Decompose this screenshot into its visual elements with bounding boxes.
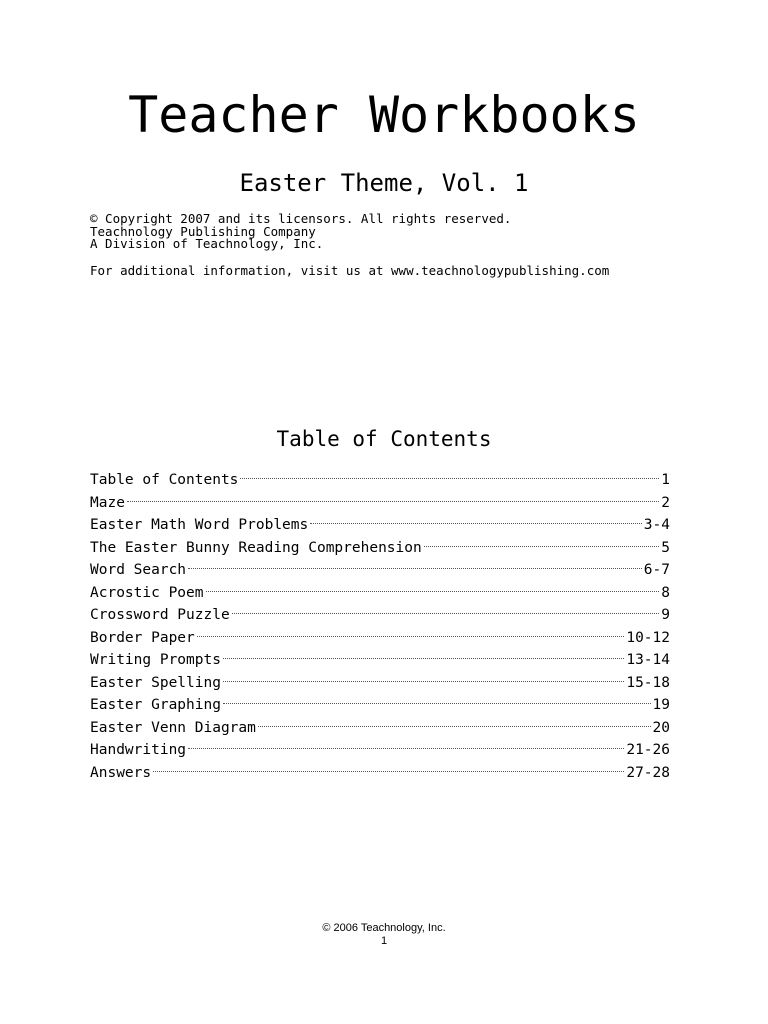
toc-entry-page: 3-4 bbox=[643, 517, 670, 533]
table-of-contents bbox=[90, 469, 670, 784]
copyright-line: © Copyright 2007 and its licensors. All rights reserved. bbox=[90, 211, 512, 226]
toc-entry-page: 6-7 bbox=[643, 562, 670, 578]
toc-entry bbox=[90, 492, 670, 515]
toc-entry-label: Easter Venn Diagram bbox=[90, 719, 256, 736]
toc-leader-dots bbox=[232, 613, 660, 614]
toc-entry-label: Easter Graphing bbox=[90, 697, 221, 713]
toc-entry-page: 20 bbox=[652, 719, 670, 736]
toc-leader-dots bbox=[310, 523, 642, 524]
toc-entry bbox=[90, 604, 670, 627]
toc-leader-dots bbox=[188, 568, 642, 569]
toc-entry bbox=[90, 469, 670, 492]
toc-leader-dots bbox=[197, 636, 625, 637]
toc-leader-dots bbox=[258, 726, 651, 727]
toc-entry bbox=[90, 739, 670, 762]
toc-leader-dots bbox=[127, 501, 659, 502]
toc-entry-label: Border Paper bbox=[90, 629, 195, 646]
footer-copyright: © 2006 Teachnology, Inc. bbox=[322, 922, 446, 934]
toc-entry-label: Maze bbox=[90, 494, 125, 511]
division-line: A Division of Teachnology, Inc. bbox=[90, 236, 324, 251]
toc-entry-page: 2 bbox=[661, 494, 670, 511]
toc-entry bbox=[90, 762, 670, 785]
footer-page-number: 1 bbox=[380, 935, 388, 947]
toc-entry-label: The Easter Bunny Reading Comprehension bbox=[90, 539, 422, 556]
toc-entry bbox=[90, 649, 670, 672]
page-footer bbox=[0, 922, 768, 948]
toc-entry bbox=[90, 694, 670, 717]
publisher-line: Teachnology Publishing Company bbox=[90, 223, 316, 239]
toc-entry bbox=[90, 627, 670, 650]
toc-entry-label: Word Search bbox=[90, 562, 187, 578]
toc-entry-page: 15-18 bbox=[626, 674, 670, 691]
toc-entry bbox=[90, 717, 670, 740]
toc-leader-dots bbox=[223, 658, 624, 659]
toc-entry-label: Table of Contents bbox=[90, 472, 239, 488]
toc-entry-page: 5 bbox=[661, 539, 670, 556]
toc-entry bbox=[90, 559, 670, 582]
toc-entry-page: 21-26 bbox=[626, 742, 670, 758]
toc-entry-page: 27-28 bbox=[626, 764, 670, 781]
toc-entry-label: Crossword Puzzle bbox=[90, 607, 230, 623]
toc-leader-dots bbox=[188, 748, 624, 749]
document-title: Teacher Workbooks bbox=[128, 86, 640, 144]
toc-entry bbox=[90, 514, 670, 537]
toc-entry-label: Handwriting bbox=[90, 742, 187, 758]
copyright-block bbox=[90, 213, 511, 251]
toc-entry bbox=[90, 537, 670, 560]
toc-heading: Table of Contents bbox=[276, 427, 492, 451]
toc-leader-dots bbox=[223, 703, 651, 704]
toc-entry-page: 9 bbox=[661, 607, 670, 623]
toc-entry-label: Writing Prompts bbox=[90, 652, 221, 668]
toc-entry-page: 10-12 bbox=[626, 629, 670, 646]
toc-entry-page: 8 bbox=[661, 584, 670, 601]
toc-leader-dots bbox=[424, 546, 660, 547]
toc-leader-dots bbox=[206, 591, 660, 592]
toc-entry-page: 1 bbox=[661, 472, 670, 488]
document-subtitle: Easter Theme, Vol. 1 bbox=[239, 169, 529, 197]
additional-info-line: For additional information, visit us at www.teachnologypublishing.com bbox=[90, 263, 610, 278]
toc-leader-dots bbox=[240, 478, 659, 479]
toc-entry bbox=[90, 672, 670, 695]
toc-entry bbox=[90, 582, 670, 605]
toc-entry-page: 19 bbox=[652, 697, 670, 713]
toc-entry-label: Acrostic Poem bbox=[90, 584, 204, 601]
toc-entry-label: Easter Spelling bbox=[90, 674, 221, 691]
toc-entry-page: 13-14 bbox=[626, 652, 670, 668]
toc-entry-label: Easter Math Word Problems bbox=[90, 517, 309, 533]
toc-entry-label: Answers bbox=[90, 764, 152, 781]
toc-leader-dots bbox=[223, 681, 624, 682]
toc-leader-dots bbox=[153, 771, 624, 772]
